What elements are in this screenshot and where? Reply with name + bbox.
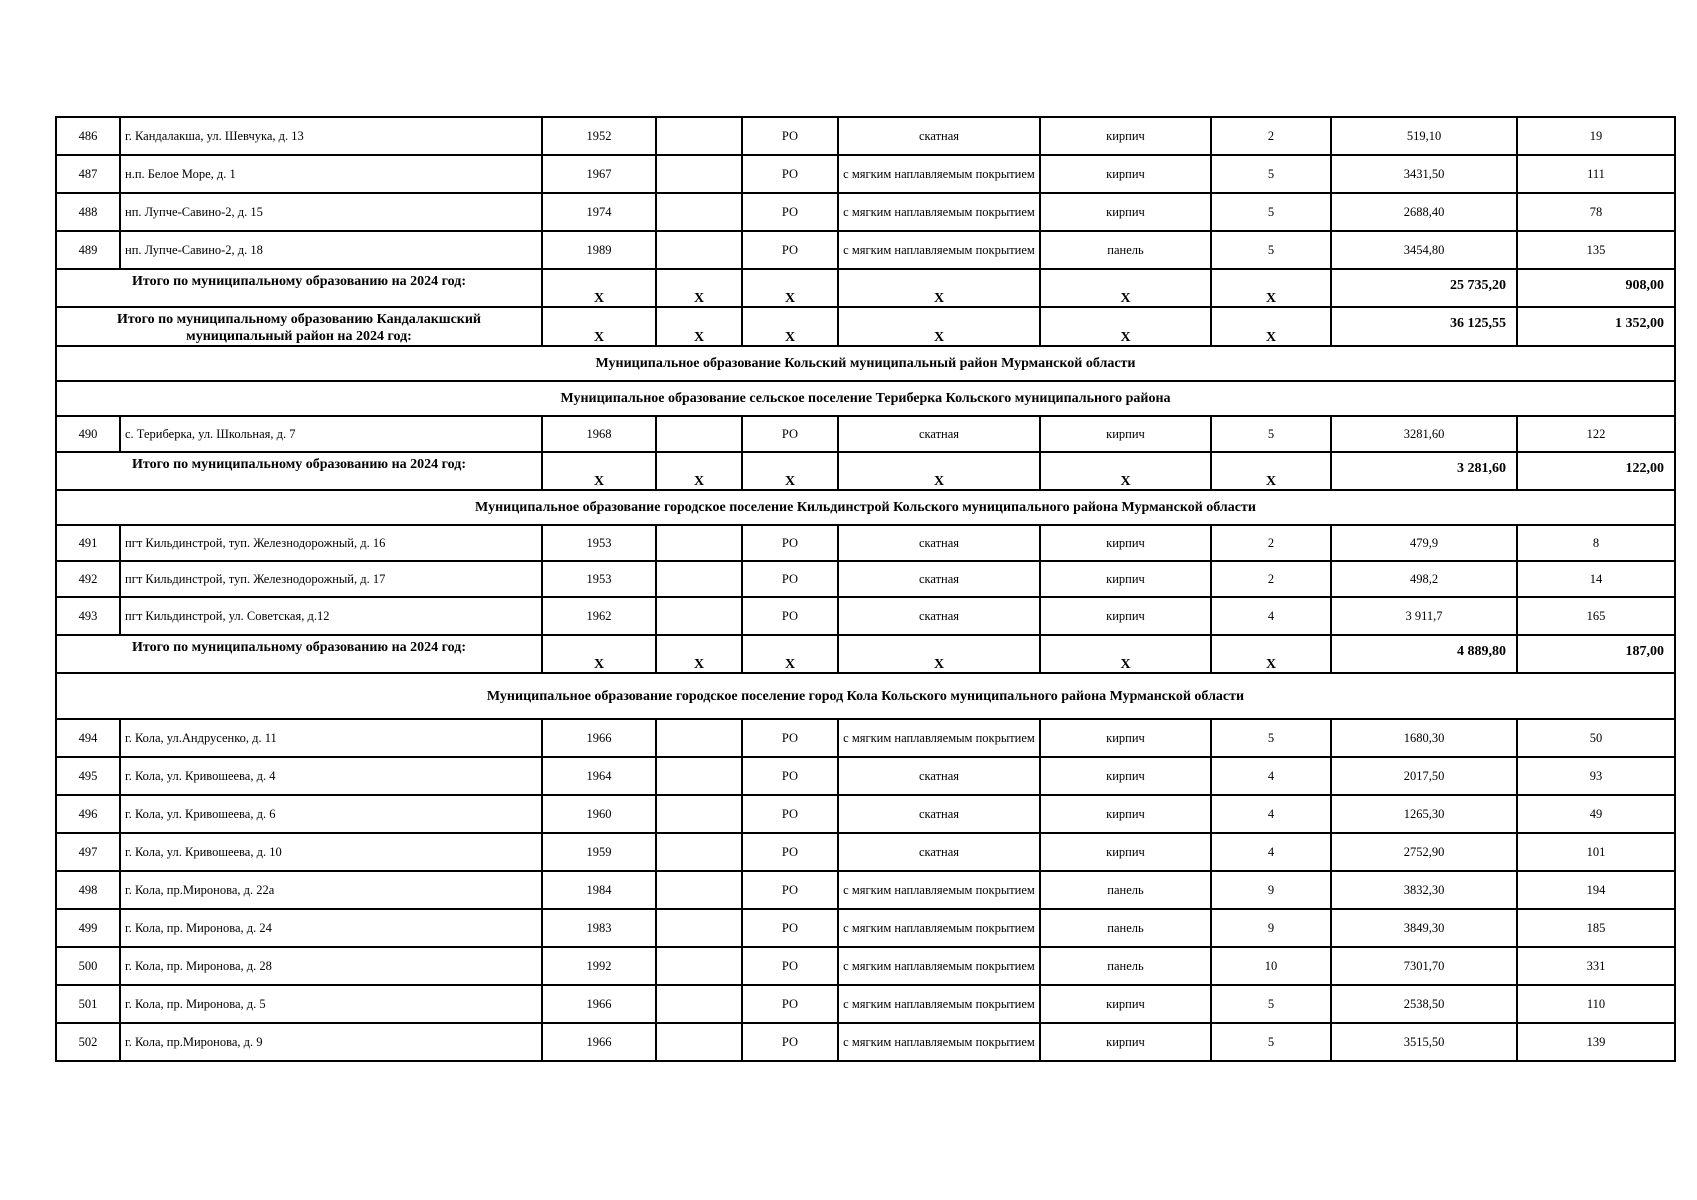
wall-cell: кирпич	[1040, 985, 1211, 1023]
empty-cell	[656, 833, 742, 871]
ro-cell: РО	[742, 909, 838, 947]
x-mark: X	[838, 307, 1040, 346]
x-mark: X	[742, 307, 838, 346]
area-cell: 2752,90	[1331, 833, 1517, 871]
section-title: Муниципальное образование городское поселение город Кола Кольского муниципального района Мурманской области	[56, 673, 1675, 719]
people-cell: 139	[1517, 1023, 1675, 1061]
address-cell: пгт Кильдинстрой, туп. Железнодорожный, д. 16	[120, 525, 542, 561]
roof-cell: с мягким наплавляемым покрытием	[838, 155, 1040, 193]
subtotal-area: 3 281,60	[1331, 452, 1517, 490]
address-cell: г. Кандалакша, ул. Шевчука, д. 13	[120, 117, 542, 155]
x-mark: X	[742, 635, 838, 673]
x-mark: X	[542, 269, 656, 307]
people-cell: 111	[1517, 155, 1675, 193]
section-header-row	[56, 673, 1675, 719]
area-cell: 7301,70	[1331, 947, 1517, 985]
empty-cell	[656, 795, 742, 833]
row-number: 502	[56, 1023, 120, 1061]
x-mark: X	[542, 307, 656, 346]
people-cell: 93	[1517, 757, 1675, 795]
row-number: 486	[56, 117, 120, 155]
x-mark: X	[1040, 307, 1211, 346]
area-cell: 3 911,7	[1331, 597, 1517, 635]
wall-cell: кирпич	[1040, 193, 1211, 231]
year-cell: 1960	[542, 795, 656, 833]
empty-cell	[656, 1023, 742, 1061]
subtotal-label: Итого по муниципальному образованию на 2024 год:	[56, 452, 542, 490]
row-number: 501	[56, 985, 120, 1023]
address-cell: г. Кола, пр. Миронова, д. 24	[120, 909, 542, 947]
floors-cell: 5	[1211, 1023, 1331, 1061]
floors-cell: 5	[1211, 231, 1331, 269]
subtotal-people: 187,00	[1517, 635, 1675, 673]
ro-cell: РО	[742, 597, 838, 635]
table-row	[56, 117, 1675, 155]
x-mark: X	[838, 269, 1040, 307]
area-cell: 519,10	[1331, 117, 1517, 155]
row-number: 487	[56, 155, 120, 193]
row-number: 488	[56, 193, 120, 231]
roof-cell: с мягким наплавляемым покрытием	[838, 871, 1040, 909]
table-row	[56, 416, 1675, 452]
x-mark: X	[838, 635, 1040, 673]
row-number: 489	[56, 231, 120, 269]
address-cell: г. Кола, ул. Кривошеева, д. 10	[120, 833, 542, 871]
ro-cell: РО	[742, 795, 838, 833]
subtotal-people: 122,00	[1517, 452, 1675, 490]
ro-cell: РО	[742, 871, 838, 909]
x-mark: X	[1211, 452, 1331, 490]
address-cell: г. Кола, пр.Миронова, д. 9	[120, 1023, 542, 1061]
year-cell: 1953	[542, 525, 656, 561]
table-row	[56, 719, 1675, 757]
x-mark: X	[1040, 635, 1211, 673]
ro-cell: РО	[742, 833, 838, 871]
table-row	[56, 1023, 1675, 1061]
ro-cell: РО	[742, 193, 838, 231]
wall-cell: кирпич	[1040, 117, 1211, 155]
ro-cell: РО	[742, 985, 838, 1023]
ro-cell: РО	[742, 155, 838, 193]
wall-cell: кирпич	[1040, 1023, 1211, 1061]
people-cell: 194	[1517, 871, 1675, 909]
x-mark: X	[1040, 269, 1211, 307]
table-row	[56, 597, 1675, 635]
subtotal-label: Итого по муниципальному образованию на 2024 год:	[56, 635, 542, 673]
empty-cell	[656, 719, 742, 757]
people-cell: 78	[1517, 193, 1675, 231]
x-mark: X	[1211, 269, 1331, 307]
floors-cell: 4	[1211, 795, 1331, 833]
housing-table	[55, 116, 1676, 1062]
x-mark: X	[542, 452, 656, 490]
x-mark: X	[656, 635, 742, 673]
roof-cell: с мягким наплавляемым покрытием	[838, 719, 1040, 757]
address-cell: г. Кола, пр. Миронова, д. 28	[120, 947, 542, 985]
year-cell: 1966	[542, 1023, 656, 1061]
roof-cell: скатная	[838, 597, 1040, 635]
section-header-row	[56, 346, 1675, 381]
floors-cell: 9	[1211, 909, 1331, 947]
address-cell: пгт Кильдинстрой, ул. Советская, д.12	[120, 597, 542, 635]
row-number: 496	[56, 795, 120, 833]
table-row	[56, 947, 1675, 985]
x-mark: X	[838, 452, 1040, 490]
address-cell: г. Кола, пр. Миронова, д. 5	[120, 985, 542, 1023]
x-mark: X	[656, 269, 742, 307]
people-cell: 8	[1517, 525, 1675, 561]
year-cell: 1962	[542, 597, 656, 635]
year-cell: 1984	[542, 871, 656, 909]
empty-cell	[656, 985, 742, 1023]
roof-cell: с мягким наплавляемым покрытием	[838, 909, 1040, 947]
wall-cell: кирпич	[1040, 795, 1211, 833]
area-cell: 479,9	[1331, 525, 1517, 561]
area-cell: 1265,30	[1331, 795, 1517, 833]
year-cell: 1964	[542, 757, 656, 795]
year-cell: 1967	[542, 155, 656, 193]
floors-cell: 2	[1211, 525, 1331, 561]
people-cell: 14	[1517, 561, 1675, 597]
subtotal-row	[56, 452, 1675, 490]
floors-cell: 9	[1211, 871, 1331, 909]
year-cell: 1959	[542, 833, 656, 871]
floors-cell: 2	[1211, 561, 1331, 597]
wall-cell: кирпич	[1040, 155, 1211, 193]
people-cell: 331	[1517, 947, 1675, 985]
table-row	[56, 561, 1675, 597]
people-cell: 185	[1517, 909, 1675, 947]
floors-cell: 5	[1211, 985, 1331, 1023]
table-row	[56, 909, 1675, 947]
section-title: Муниципальное образование городское поселение Кильдинстрой Кольского муниципального района Мурманской области	[56, 490, 1675, 525]
roof-cell: с мягким наплавляемым покрытием	[838, 193, 1040, 231]
subtotal-row	[56, 635, 1675, 673]
area-cell: 3454,80	[1331, 231, 1517, 269]
table-row	[56, 833, 1675, 871]
ro-cell: РО	[742, 416, 838, 452]
ro-cell: РО	[742, 561, 838, 597]
x-mark: X	[1211, 635, 1331, 673]
row-number: 493	[56, 597, 120, 635]
year-cell: 1952	[542, 117, 656, 155]
roof-cell: скатная	[838, 561, 1040, 597]
row-number: 494	[56, 719, 120, 757]
year-cell: 1966	[542, 719, 656, 757]
floors-cell: 10	[1211, 947, 1331, 985]
row-number: 491	[56, 525, 120, 561]
floors-cell: 4	[1211, 833, 1331, 871]
table-row	[56, 525, 1675, 561]
address-cell: н.п. Белое Море, д. 1	[120, 155, 542, 193]
area-cell: 2017,50	[1331, 757, 1517, 795]
roof-cell: скатная	[838, 117, 1040, 155]
subtotal-people: 1 352,00	[1517, 307, 1675, 346]
area-cell: 3431,50	[1331, 155, 1517, 193]
empty-cell	[656, 416, 742, 452]
year-cell: 1983	[542, 909, 656, 947]
row-number: 497	[56, 833, 120, 871]
table-row	[56, 871, 1675, 909]
row-number: 500	[56, 947, 120, 985]
empty-cell	[656, 117, 742, 155]
row-number: 490	[56, 416, 120, 452]
table-row	[56, 757, 1675, 795]
address-cell: г. Кола, ул.Андрусенко, д. 11	[120, 719, 542, 757]
row-number: 492	[56, 561, 120, 597]
x-mark: X	[742, 452, 838, 490]
empty-cell	[656, 947, 742, 985]
section-title: Муниципальное образование Кольский муниципальный район Мурманской области	[56, 346, 1675, 381]
row-number: 499	[56, 909, 120, 947]
area-cell: 1680,30	[1331, 719, 1517, 757]
empty-cell	[656, 561, 742, 597]
section-header-row	[56, 490, 1675, 525]
floors-cell: 4	[1211, 757, 1331, 795]
wall-cell: кирпич	[1040, 561, 1211, 597]
subtotal-label: Итого по муниципальному образованию на 2024 год:	[56, 269, 542, 307]
ro-cell: РО	[742, 231, 838, 269]
address-cell: с. Териберка, ул. Школьная, д. 7	[120, 416, 542, 452]
roof-cell: с мягким наплавляемым покрытием	[838, 947, 1040, 985]
roof-cell: с мягким наплавляемым покрытием	[838, 1023, 1040, 1061]
people-cell: 110	[1517, 985, 1675, 1023]
area-cell: 3832,30	[1331, 871, 1517, 909]
x-mark: X	[542, 635, 656, 673]
address-cell: пгт Кильдинстрой, туп. Железнодорожный, д. 17	[120, 561, 542, 597]
people-cell: 101	[1517, 833, 1675, 871]
ro-cell: РО	[742, 757, 838, 795]
x-mark: X	[656, 307, 742, 346]
year-cell: 1989	[542, 231, 656, 269]
empty-cell	[656, 597, 742, 635]
people-cell: 50	[1517, 719, 1675, 757]
ro-cell: РО	[742, 947, 838, 985]
floors-cell: 5	[1211, 193, 1331, 231]
area-cell: 2688,40	[1331, 193, 1517, 231]
table-row	[56, 795, 1675, 833]
row-number: 495	[56, 757, 120, 795]
empty-cell	[656, 909, 742, 947]
year-cell: 1953	[542, 561, 656, 597]
ro-cell: РО	[742, 117, 838, 155]
year-cell: 1992	[542, 947, 656, 985]
section-title: Муниципальное образование сельское поселение Териберка Кольского муниципального района	[56, 381, 1675, 416]
empty-cell	[656, 155, 742, 193]
address-cell: нп. Лупче-Савино-2, д. 18	[120, 231, 542, 269]
subtotal-label: Итого по муниципальному образованию Кандалакшский муниципальный район на 2024 год:	[56, 307, 542, 346]
table-row	[56, 985, 1675, 1023]
roof-cell: скатная	[838, 757, 1040, 795]
people-cell: 19	[1517, 117, 1675, 155]
x-mark: X	[1040, 452, 1211, 490]
wall-cell: кирпич	[1040, 757, 1211, 795]
area-cell: 2538,50	[1331, 985, 1517, 1023]
wall-cell: кирпич	[1040, 597, 1211, 635]
area-cell: 498,2	[1331, 561, 1517, 597]
table-row	[56, 155, 1675, 193]
subtotal-area: 4 889,80	[1331, 635, 1517, 673]
x-mark: X	[656, 452, 742, 490]
people-cell: 49	[1517, 795, 1675, 833]
ro-cell: РО	[742, 1023, 838, 1061]
empty-cell	[656, 231, 742, 269]
area-cell: 3281,60	[1331, 416, 1517, 452]
x-mark: X	[1211, 307, 1331, 346]
area-cell: 3515,50	[1331, 1023, 1517, 1061]
floors-cell: 2	[1211, 117, 1331, 155]
address-cell: нп. Лупче-Савино-2, д. 15	[120, 193, 542, 231]
empty-cell	[656, 525, 742, 561]
roof-cell: с мягким наплавляемым покрытием	[838, 231, 1040, 269]
empty-cell	[656, 193, 742, 231]
table-row	[56, 193, 1675, 231]
wall-cell: кирпич	[1040, 525, 1211, 561]
address-cell: г. Кола, пр.Миронова, д. 22а	[120, 871, 542, 909]
roof-cell: скатная	[838, 525, 1040, 561]
address-cell: г. Кола, ул. Кривошеева, д. 4	[120, 757, 542, 795]
area-cell: 3849,30	[1331, 909, 1517, 947]
roof-cell: скатная	[838, 416, 1040, 452]
floors-cell: 5	[1211, 719, 1331, 757]
people-cell: 165	[1517, 597, 1675, 635]
row-number: 498	[56, 871, 120, 909]
wall-cell: кирпич	[1040, 416, 1211, 452]
empty-cell	[656, 757, 742, 795]
people-cell: 122	[1517, 416, 1675, 452]
wall-cell: кирпич	[1040, 719, 1211, 757]
ro-cell: РО	[742, 719, 838, 757]
x-mark: X	[742, 269, 838, 307]
roof-cell: скатная	[838, 795, 1040, 833]
floors-cell: 5	[1211, 155, 1331, 193]
wall-cell: панель	[1040, 231, 1211, 269]
table-row	[56, 231, 1675, 269]
subtotal-row	[56, 307, 1675, 346]
floors-cell: 4	[1211, 597, 1331, 635]
floors-cell: 5	[1211, 416, 1331, 452]
ro-cell: РО	[742, 525, 838, 561]
wall-cell: кирпич	[1040, 833, 1211, 871]
roof-cell: с мягким наплавляемым покрытием	[838, 985, 1040, 1023]
wall-cell: панель	[1040, 947, 1211, 985]
empty-cell	[656, 871, 742, 909]
subtotal-area: 25 735,20	[1331, 269, 1517, 307]
wall-cell: панель	[1040, 909, 1211, 947]
year-cell: 1968	[542, 416, 656, 452]
people-cell: 135	[1517, 231, 1675, 269]
address-cell: г. Кола, ул. Кривошеева, д. 6	[120, 795, 542, 833]
subtotal-row	[56, 269, 1675, 307]
section-header-row	[56, 381, 1675, 416]
subtotal-people: 908,00	[1517, 269, 1675, 307]
subtotal-area: 36 125,55	[1331, 307, 1517, 346]
year-cell: 1974	[542, 193, 656, 231]
wall-cell: панель	[1040, 871, 1211, 909]
roof-cell: скатная	[838, 833, 1040, 871]
year-cell: 1966	[542, 985, 656, 1023]
